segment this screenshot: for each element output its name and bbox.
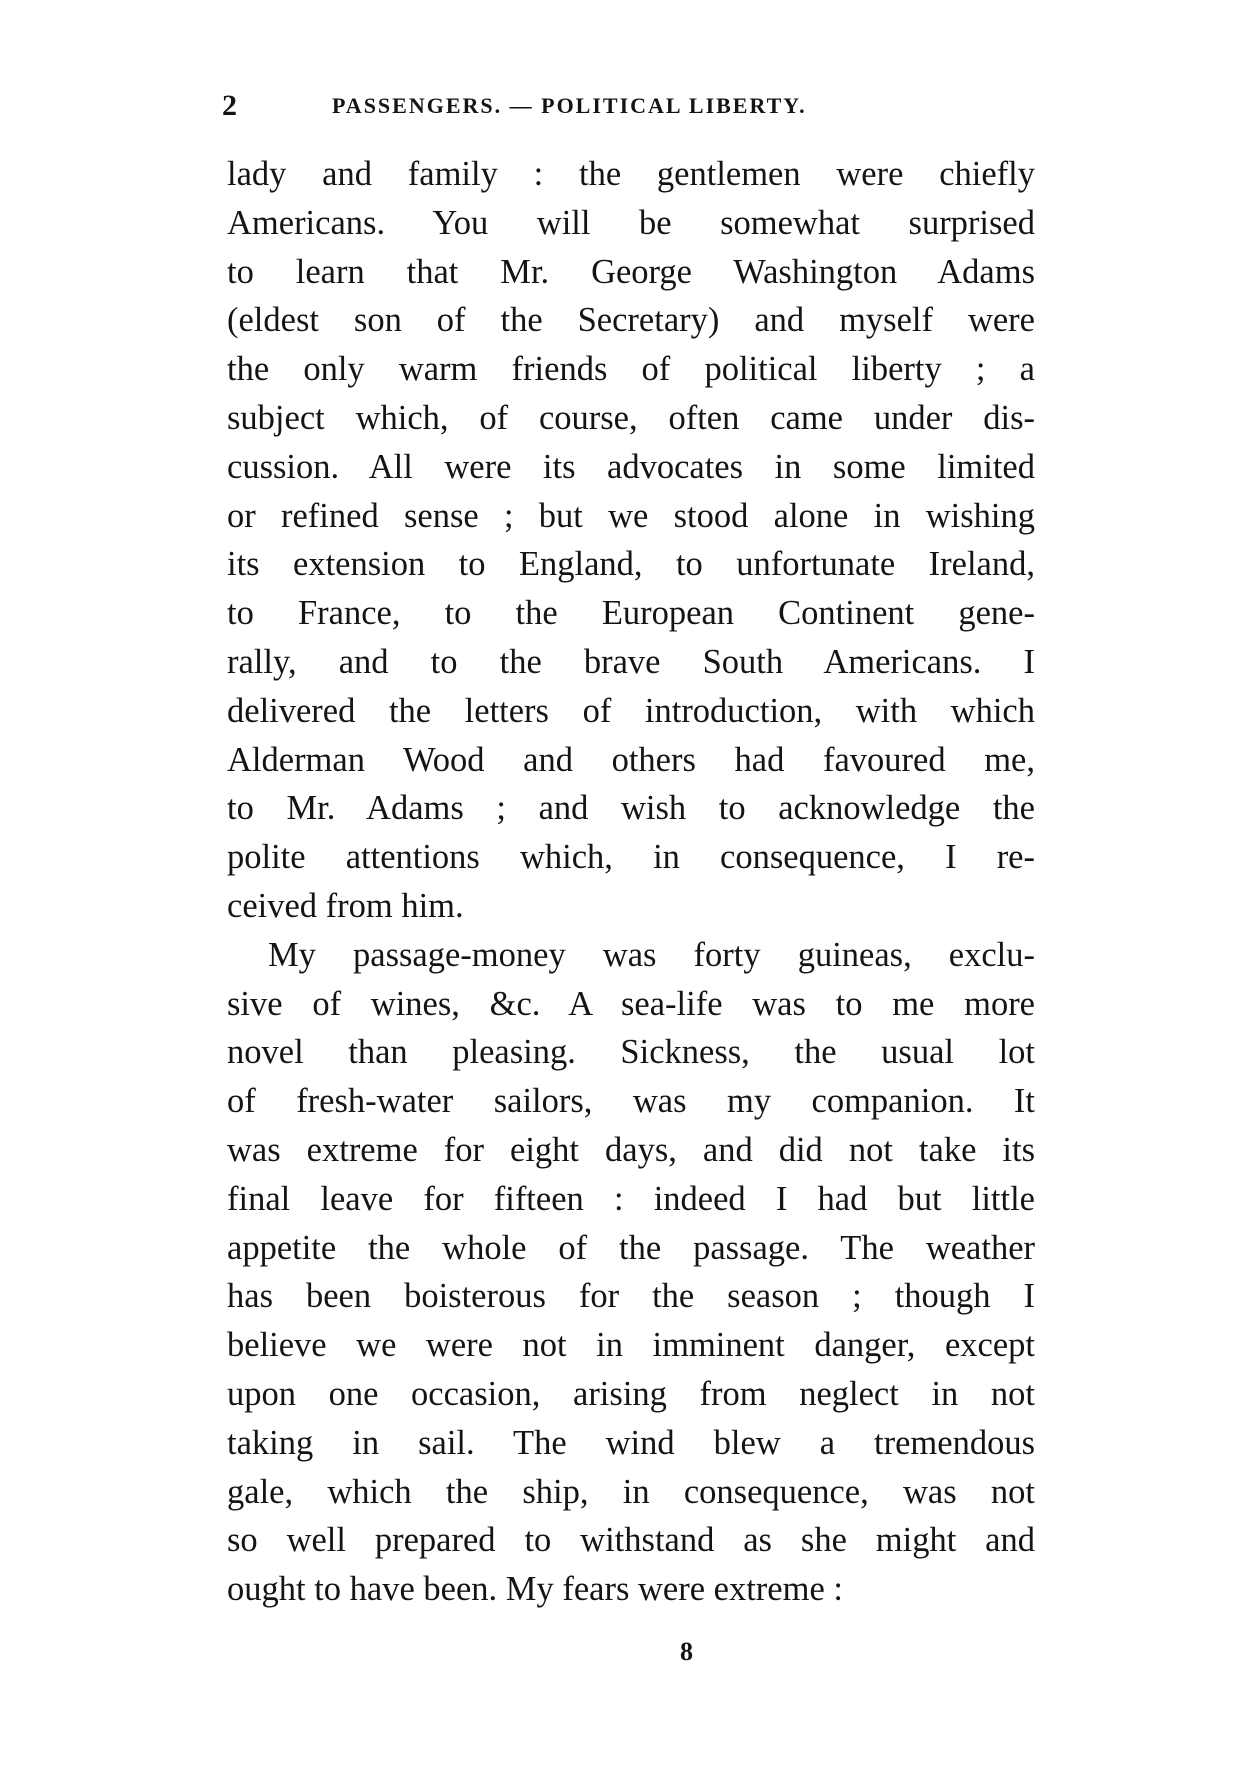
body-text: [227, 150, 1035, 1614]
text-line: Americans. You will be somewhat surprised: [227, 203, 1035, 242]
running-title: PASSENGERS. — POLITICAL LIBERTY.: [332, 93, 807, 118]
text-line: believe we were not in imminent danger, except: [227, 1326, 1035, 1365]
text-line: delivered the letters of introduction, with which: [227, 691, 1035, 730]
text-line: rally, and to the brave South Americans. I: [227, 642, 1035, 681]
text-line: taking in sail. The wind blew a tremendous: [227, 1423, 1035, 1462]
text-line: sive of wines, &c. A sea-life was to me more: [227, 984, 1035, 1023]
text-line: ought to have been. My fears were extreme :: [227, 1570, 843, 1609]
text-line: was extreme for eight days, and did not take its: [227, 1130, 1035, 1169]
text-line: lady and family : the gentlemen were chiefly: [227, 155, 1035, 193]
page-number: 2: [222, 89, 237, 122]
text-line: subject which, of course, often came under dis-: [227, 398, 1035, 437]
text-line: Alderman Wood and others had favoured me,: [227, 740, 1035, 779]
text-line: to Mr. Adams ; and wish to acknowledge the: [227, 789, 1035, 828]
paragraph: [227, 931, 1035, 1614]
text-line: or refined sense ; but we stood alone in wishing: [227, 496, 1035, 535]
paragraph: [227, 150, 1035, 931]
text-line: My passage-money was forty guineas, exclu-: [268, 935, 1035, 974]
text-line: the only warm friends of political liberty ; a: [227, 350, 1035, 389]
text-line: upon one occasion, arising from neglect in not: [227, 1374, 1035, 1413]
text-line: cussion. All were its advocates in some limited: [227, 447, 1035, 486]
text-line: gale, which the ship, in consequence, was not: [227, 1472, 1035, 1511]
text-line: of fresh-water sailors, was my companion. It: [227, 1082, 1035, 1121]
text-line: its extension to England, to unfortunate Ireland,: [227, 545, 1035, 584]
text-line: has been boisterous for the season ; though I: [227, 1277, 1035, 1316]
text-line: novel than pleasing. Sickness, the usual lot: [227, 1033, 1035, 1072]
text-line: appetite the whole of the passage. The weather: [227, 1228, 1035, 1267]
text-line: so well prepared to withstand as she might and: [227, 1521, 1035, 1560]
signature-mark: 8: [680, 1637, 693, 1666]
text-line: (eldest son of the Secretary) and myself were: [227, 301, 1035, 340]
text-line: ceived from him.: [227, 886, 464, 925]
text-line: to France, to the European Continent gene-: [227, 594, 1035, 633]
text-line: final leave for fifteen : indeed I had but little: [227, 1179, 1035, 1218]
text-line: polite attentions which, in consequence, I re-: [227, 838, 1035, 877]
text-line: to learn that Mr. George Washington Adams: [227, 252, 1035, 291]
running-head: [222, 86, 922, 126]
